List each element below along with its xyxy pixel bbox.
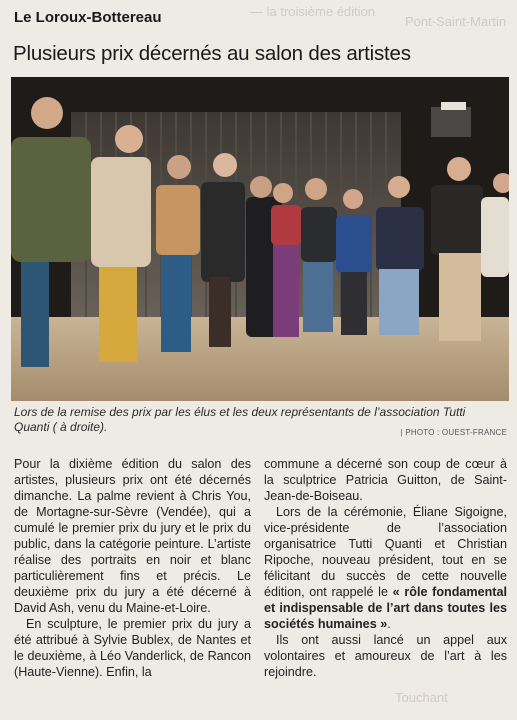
article-column-2	[264, 456, 507, 680]
paragraph	[264, 504, 507, 632]
paragraph-text: Lors de la cérémonie, Éliane Sigoigne, vice-présidente de l’association organisatrice Tutti Quanti et Christian Ripoche, nouveau président, tout en se félicitant du succès de cette nouvelle édition, ont rappelé le	[264, 505, 507, 599]
paragraph: En sculpture, le premier prix du jury a été attribué à Sylvie Bublex, de Nantes et le deuxième, à Léo Vanderlick, de Rancon (Haute-Vienne). Enfin, la	[14, 617, 251, 679]
article-photo	[11, 77, 509, 401]
bleed-through-text: Pont-Saint-Martin	[405, 14, 507, 29]
locality-label: Le Loroux-Bottereau	[14, 9, 162, 26]
photo-credit: | PHOTO : OUEST-FRANCE	[400, 428, 507, 437]
photo-caption: Lors de la remise des prix par les élus et les deux représentants de l’association Tutti Quanti ( à droite).	[14, 405, 466, 434]
bleed-through-text: — la troisième édition	[250, 4, 375, 19]
paragraph: Ils ont aussi lancé un appel aux volontaires et amoureux de l’art à les rejoindre.	[264, 633, 507, 679]
bleed-through-text: Touchant	[395, 690, 448, 705]
paragraph: Pour la dixième édition du salon des artistes, plusieurs prix ont été décernés dimanche. La palme revient à Chris You, de Mortagne-sur-Sèvre (Vendée), qui a cumulé le premier prix du jury et le prix du public, dans la catégorie peinture. L’artiste réalise des portraits en noir et blanc particulièrement fins et précis. Le deuxième prix du jury a été décerné à David Ash, venu du Maine-et-Loire.	[14, 457, 251, 615]
paragraph: commune a décerné son coup de cœur à la sculptrice Patricia Guitton, de Saint-Jean-de-Boiseau.	[264, 457, 507, 503]
article-column-1	[14, 456, 251, 680]
article-headline: Plusieurs prix décernés au salon des artistes	[13, 42, 411, 65]
quote-emphasis: « rôle fondamental et indispensable de l’art dans toutes les sociétés humaines »	[264, 585, 508, 631]
paragraph-text: .	[387, 617, 391, 631]
